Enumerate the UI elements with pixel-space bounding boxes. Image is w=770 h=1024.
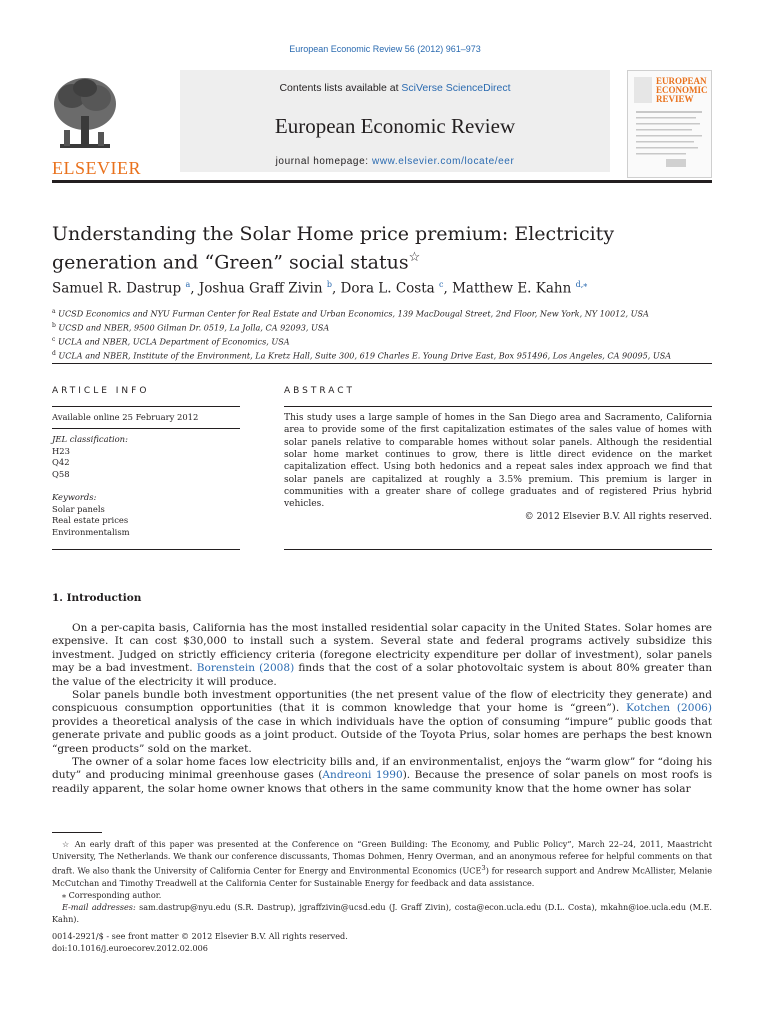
affiliation: $^d$ UCLA and NBER, Institute of the Environment, La Kretz Hall, Suite 300, 619 Charles E. Young Drive East, Box 951496, Los Angeles, CA 90095, USA — [52, 350, 672, 361]
issn-line: 0014-2921/$ - see front matter © 2012 Elsevier B.V. All rights reserved. — [52, 931, 348, 941]
paragraph: On a per-capita basis, California has the most installed residential solar capacity in the United States. Solar homes are expensive. It can cost $30,000 to install such a system. Several state and federal programs actively subsidize this investment. Judged on strictly efficiency criteria (foregone electricity expenditure per dollar of investment), solar panels may be a bad investment. Borenstein (2008) finds that the cost of a solar photovoltaic system is about 80% greater than the value of the electricity it will produce. — [52, 622, 712, 688]
affiliation: $^c$ UCLA and NBER, UCLA Department of Economics, USA — [52, 336, 290, 347]
author: Dora L. Costa — [340, 280, 435, 297]
front-matter — [52, 930, 452, 954]
author: Matthew E. Kahn — [452, 280, 572, 297]
corresponding-author-note: ⁎ Corresponding author. — [62, 890, 162, 901]
keyword: Environmentalism — [52, 526, 130, 537]
sciencedirect-link[interactable]: SciVerse ScienceDirect — [401, 82, 511, 94]
journal-title: European Economic Review — [274, 114, 516, 138]
article-info-heading: ARTICLE INFO — [52, 386, 150, 396]
publisher-name: ELSEVIER — [52, 158, 141, 178]
article-info-bottom-rule — [52, 549, 240, 550]
copyright-line: © 2012 Elsevier B.V. All rights reserved. — [524, 511, 712, 522]
paragraph: The owner of a solar home faces low electricity bills and, if an environmentalist, enjoys the “warm glow” for “doing his duty” and producing minimal greenhouse gases (Andreoni 1990). Because the presence of solar panels on most roofs is readily apparent, the solar home owner knows that others in the same community know that the home owner has solar — [52, 756, 712, 795]
elsevier-tree-logo — [52, 74, 141, 178]
cover-title: EUROPEAN ECONOMIC REVIEW — [656, 76, 708, 104]
affiliations — [52, 306, 712, 362]
abstract-heading: ABSTRACT — [284, 386, 356, 396]
homepage-line: journal homepage: www.elsevier.com/locate/eer — [275, 156, 515, 167]
abstract-bottom-rule — [284, 549, 712, 550]
author: Joshua Graff Zivin — [198, 280, 323, 297]
doi-line: doi:10.1016/j.euroecorev.2012.02.006 — [52, 943, 208, 954]
footnote-rule — [52, 832, 102, 833]
author-list: Samuel R. Dastrup $^a$, Joshua Graff Zivin $^b$, Dora L. Costa $^c$, Matthew E. Kahn $^{d,⁎}$ — [52, 280, 588, 297]
journal-cover-thumbnail — [627, 70, 712, 178]
availability-date: Available online 25 February 2012 — [52, 412, 199, 422]
introduction-body — [52, 622, 712, 796]
header-divider — [52, 363, 712, 364]
affiliation: $^b$ UCSD and NBER, 9500 Gilman Dr. 0519, La Jolla, CA 92093, USA — [52, 322, 330, 333]
citation-link[interactable]: Kotchen (2006) — [626, 702, 712, 715]
acknowledgement-footnote: ☆ An early draft of this paper was presented at the Conference on “Green Building: The Economy, and Public Policy”, March 22–24, 2011, Maastricht University, The Netherlands. We thank our conference discussants, Thomas Dohmen, Henry Overman, and an anonymous referee for helpful comments on that draft. We also thank the University of California Center for Energy and Environmental Economics (UCE$^3$) for research support and Andrew McAllister, Melanie McCutchan and Timothy Treadwell at the California Center for Sustainable Energy for feedback and data assistance. — [52, 839, 712, 888]
journal-reference: European Economic Review 56 (2012) 961–973 — [289, 44, 481, 54]
citation-link[interactable]: Andreoni 1990 — [322, 769, 403, 782]
journal-banner — [180, 70, 610, 172]
footnotes — [52, 838, 712, 925]
abstract-text: This study uses a large sample of homes in the San Diego area and Sacramento, California area to provide some of the first capitalization estimates of the sales value of homes with solar panels relative to comparable homes without solar panels. Although the residential solar home market continues to grow, there is little direct evidence on the market capitalization effect. Using both hedonics and a repeat sales index approach we find that solar panels are capitalized at roughly a 3.5% premium. This premium is larger in communities with a greater share of college graduates and of registered Prius hybrid vehicles. © 2012 Elsevier B.V. All rights reserved. — [284, 413, 712, 522]
masthead-rule — [52, 180, 712, 183]
contents-line: Contents lists available at SciVerse ScienceDirect — [279, 82, 511, 94]
article-title: Understanding the Solar Home price premium: Electricity generation and “Green” social status☆ — [52, 223, 615, 274]
article-info-rule — [52, 406, 240, 407]
section-heading-introduction: 1. Introduction — [52, 592, 142, 604]
affiliation: $^a$ UCSD Economics and NYU Furman Center for Real Estate and Urban Economics, 139 MacDougal Street, 2nd Floor, New York, NY 10012, USA — [52, 308, 649, 319]
paragraph: Solar panels bundle both investment opportunities (the net present value of the flow of electricity they generate) and conspicuous consumption opportunities (that it is common knowledge that your home is “green”). Kotchen (2006) provides a theoretical analysis of the case in which individuals have the option of consuming “impure” public goods that generate private and public goods as a joint product. Outside of the Toyota Prius, solar homes are perhaps the best known “green products” sold on the market. — [52, 689, 712, 755]
journal-homepage-link[interactable]: www.elsevier.com/locate/eer — [372, 156, 515, 167]
title-footnote-star: ☆ — [408, 250, 421, 265]
article-info-subrule — [52, 428, 240, 429]
email-addresses: E-mail addresses: sam.dastrup@nyu.edu (S.R. Dastrup), jgraffzivin@ucsd.edu (J. Graff Zivin), costa@econ.ucla.edu (D.L. Costa), mkahn@ioe.ucla.edu (M.E. Kahn). — [52, 902, 712, 925]
author: Samuel R. Dastrup — [52, 280, 182, 297]
keywords: Keywords: Solar panels Real estate prices Environmentalism — [52, 492, 240, 538]
jel-classification: JEL classification: H23 Q42 Q58 — [52, 434, 128, 479]
keyword: Real estate prices — [52, 515, 129, 526]
citation-link[interactable]: Borenstein (2008) — [196, 662, 295, 675]
masthead — [52, 70, 712, 182]
abstract-rule — [284, 406, 712, 407]
keyword: Solar panels — [52, 503, 105, 514]
